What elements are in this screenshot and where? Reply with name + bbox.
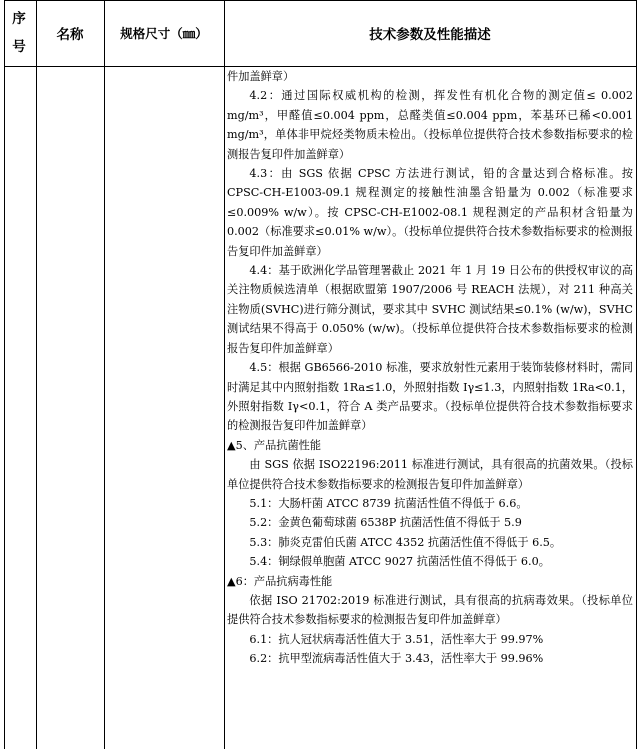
item-6-2: 6.2：抗甲型流病毒活性值大于 3.43，活性率大于 99.96% [249,652,544,666]
tech-params-cell [227,67,633,669]
triangle-marker-icon: ▲ [227,574,236,588]
table-border-right [636,0,637,749]
section-6-heading [227,572,633,591]
triangle-marker-icon: ▲ [227,438,236,452]
param-4-2: 4.2：通过国际权威机构的检测，挥发性有机化合物的测定值≤ 0.002 mg/m³，甲醛值≤0.004 ppm，总醛类值≤0.004 ppm，苯基环已稀<0.001 mg/m³，单体非甲烷烃类物质未检出。（投标单位提供符合技术参数指标要求的检测报告复印件加盖鲜章） [227,89,633,161]
item-5-3: 5.3：肺炎克雷伯氏菌 ATCC 4352 抗菌活性值不得低于 6.5。 [249,535,562,549]
item-5-2: 5.2：金黄色葡萄球菌 6538P 抗菌活性值不得低于 5.9 [249,516,522,530]
section-5-heading [227,436,633,455]
table-divider-spec [224,0,225,749]
header-name: 名称 [56,27,84,43]
param-4-4: 4.4：基于欧洲化学品管理署截止 2021 年 1 月 19 日公布的供授权审议的高关注物质候选清单（根据欧盟第 1907/2006 号 REACH 法规），对 211 种高关注物质(SVHC)进行筛分测试，要求其中 SVHC 测试结果≤0.1% (w/w)，SVHC 测试结果不得高于 0.050% (w/w)。（投标单位提供符合技术参数指标要求的检测报告复印件加盖鲜章） [227,264,633,355]
item-5-1: 5.1：大肠杆菌 ATCC 8739 抗菌活性值不得低于 6.6。 [249,496,528,510]
header-serial-number [4,0,34,66]
section-5-desc: 由 SGS 依据 ISO22196:2011 标准进行测试，具有很高的抗菌效果。（投标单位提供符合技术参数指标要求的检测报告复印件加盖鲜章） [227,458,633,491]
continuation-text: 件加盖鲜章） [227,70,295,83]
section-6-title: 6：产品抗病毒性能 [235,574,333,588]
table-divider-name [104,0,105,749]
table-border-left [4,0,5,749]
param-4-5: 4.5：根据 GB6566-2010 标准，要求放射性元素用于装饰装修材料时，需同时满足其中内照射指数 1Ra≤1.0，外照射指数 Iγ≤1.3，内照射指数 1Ra<0.1，外照射指数 Iγ<0.1，符合 A 类产品要求。（投标单位提供符合技术参数指标要求的检测报告复印件加盖鲜章） [227,361,633,433]
section-6-desc: 依据 ISO 21702:2019 标准进行测试，具有很高的抗病毒效果。（投标单位提供符合技术参数指标要求的检测报告复印件加盖鲜章） [227,593,633,627]
item-6-1: 6.1：抗人冠状病毒活性值大于 3.51，活性率大于 99.97% [249,632,544,646]
table-divider-no [36,0,37,749]
header-serial-char2: 号 [12,39,26,55]
item-5-4: 5.4：铜绿假单胞菌 ATCC 9027 抗菌活性值不得低于 6.0。 [249,555,550,569]
param-4-3: 4.3：由 SGS 依据 CPSC 方法进行测试，铅的含量达到合格标准。按 CPSC-CH-E1003-09.1 规程测定的接触性油墨含铅量为 0.002（标准要求≤0.009% w/w）。按 CPSC-CH-E1002-08.1 规程测定的产品积材含铅量为 0.002（标准要求≤0.01% w/w）。（投标单位提供符合技术参数指标要求的检测报告复印件加盖鲜章） [227,167,633,258]
header-spec-size: 规格尺寸（㎜） [120,26,208,41]
section-5-title: 5、产品抗菌性能 [235,438,322,452]
header-tech-params: 技术参数及性能描述 [369,27,491,43]
header-serial-char1: 序 [12,11,26,27]
